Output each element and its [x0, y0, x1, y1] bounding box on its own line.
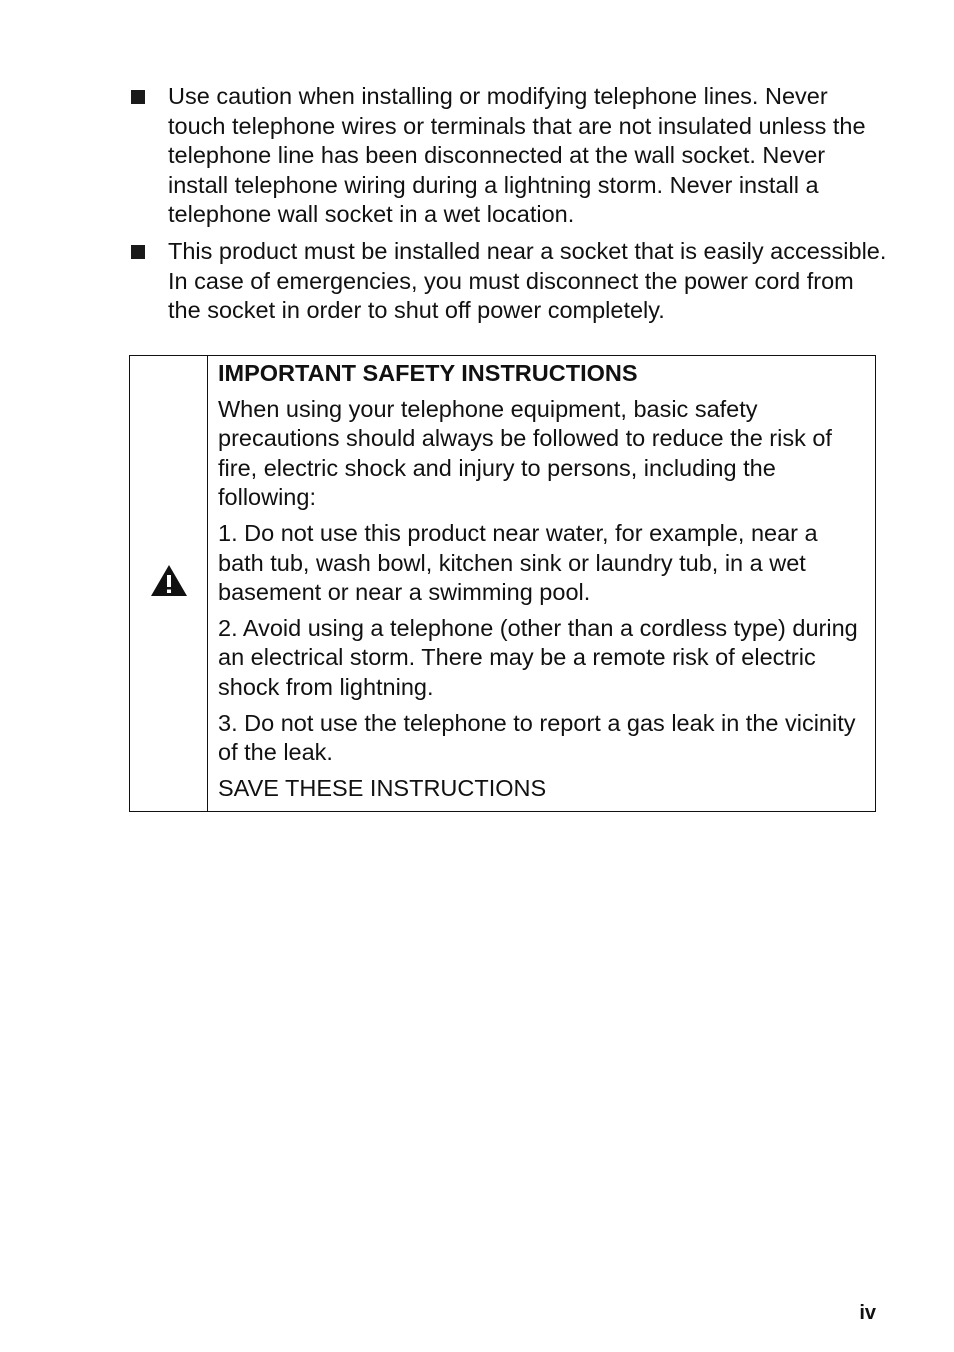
- bullet-list: [128, 82, 888, 333]
- safety-item: 2. Avoid using a telephone (other than a cordless type) during an electrical storm. There may be a remote risk of electric shock from lightning.: [218, 614, 858, 700]
- safety-instructions-box: [129, 355, 876, 812]
- square-bullet-icon: [131, 90, 145, 104]
- warning-triangle-icon: [150, 564, 188, 597]
- bullet-item: [128, 237, 888, 326]
- safety-intro: When using your telephone equipment, basic safety precautions should always be followed to reduce the risk of fire, electric shock and injury to persons, including the following:: [218, 395, 832, 511]
- page-number: iv: [859, 1302, 876, 1324]
- safety-item: 3. Do not use the telephone to report a gas leak in the vicinity of the leak.: [218, 709, 856, 766]
- bullet-text: Use caution when installing or modifying telephone lines. Never touch telephone wires or terminals that are not insulated unless the telephone line has been disconnected at the wall socket. Never install telephone wiring during a lightning storm. Never install a telephone wall socket in a wet location.: [168, 83, 866, 228]
- safety-footer: SAVE THESE INSTRUCTIONS: [218, 774, 547, 801]
- warning-icon-cell: [130, 356, 208, 811]
- safety-text-cell: [208, 356, 875, 811]
- safety-heading: IMPORTANT SAFETY INSTRUCTIONS: [218, 360, 638, 386]
- bullet-item: [128, 82, 888, 230]
- bullet-text: This product must be installed near a socket that is easily accessible. In case of emergencies, you must disconnect the power cord from the socket in order to shut off power completely.: [168, 237, 887, 324]
- safety-item: 1. Do not use this product near water, for example, near a bath tub, wash bowl, kitchen sink or laundry tub, in a wet basement or near a swimming pool.: [218, 519, 818, 606]
- square-bullet-icon: [131, 245, 145, 259]
